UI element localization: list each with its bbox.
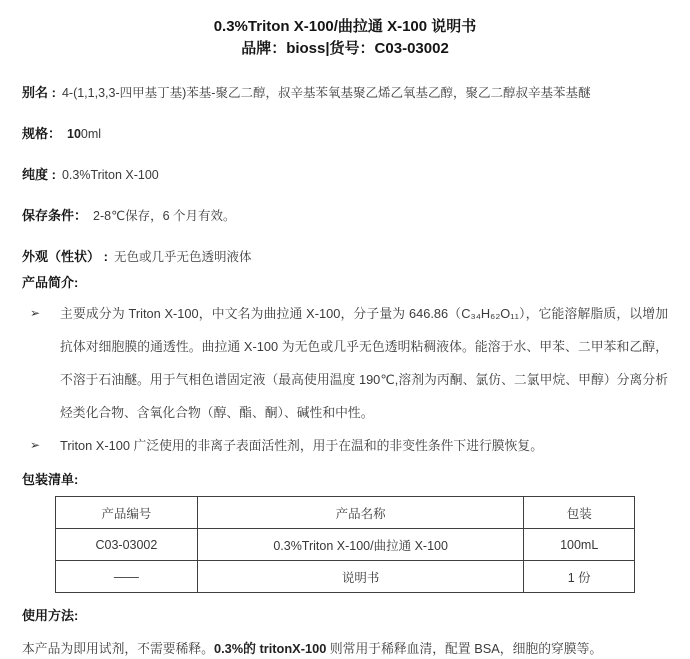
bullet-item	[22, 297, 668, 429]
field-appearance	[22, 249, 668, 265]
field-value-tail: 0ml	[80, 127, 102, 141]
usage-text-pre: 本产品为即用试剂，不需要稀释。	[22, 641, 214, 656]
page-title: 0.3%Triton X-100/曲拉通 X-100 说明书	[213, 18, 477, 35]
cell-product-name: 说明书	[197, 561, 524, 593]
field-storage	[22, 208, 668, 224]
table-row	[56, 561, 635, 593]
field-value: 4-(1,1,3,3-四甲基丁基)苯基-聚乙二醇，叔辛基苯氧基聚乙烯乙氧基乙醇，聚乙二醇叔辛基苯基醚	[61, 86, 591, 100]
col-header-product-id: 产品编号	[56, 497, 198, 529]
cell-package: 1 份	[524, 561, 635, 593]
intro-section-heading: 产品简介:	[22, 275, 79, 290]
usage-section-heading: 使用方法:	[22, 608, 79, 623]
arrow-bullet-icon: ➢	[30, 438, 41, 452]
bullet-text: 主要成分为 Triton X-100，中文名为曲拉通 X-100，分子量为 646.86（C₃₄H₆₂O₁₁），它能溶解脂质，以增加抗体对细胞膜的通透性。曲拉通 X-100 为无色或几乎无色透明粘稠液体。能溶于水、甲苯、二甲苯和乙醇，不溶于石油醚。用于气相色谱固定液（最高使用温度 190℃,溶剂为丙酮、氯仿、二氯甲烷、甲醇）分离分析烃类化合物、含氧化合物（醇、酯、酮）、碱性和中性。	[60, 306, 668, 420]
field-value: 2-8℃保存，6 个月有效。	[93, 209, 236, 223]
brand-catalog-line: 品牌：bioss|货号：C03-03002	[241, 40, 449, 57]
field-value-bold-part: 10	[67, 127, 81, 141]
field-label: 保存条件：	[22, 208, 88, 223]
usage-paragraph	[22, 639, 668, 659]
packing-section-heading: 包装清单:	[22, 472, 79, 487]
field-label: 规格：	[22, 126, 62, 141]
cell-package: 100mL	[524, 529, 635, 561]
field-value: 0.3%Triton X-100	[61, 168, 159, 182]
cell-product-id: C03-03002	[56, 529, 198, 561]
packing-table	[55, 496, 635, 593]
table-row	[56, 529, 635, 561]
usage-text-post: 则常用于稀释血清，配置 BSA，细胞的穿膜等。	[326, 641, 603, 656]
arrow-bullet-icon: ➢	[30, 306, 41, 320]
document-header	[22, 16, 668, 60]
bullet-item	[22, 429, 668, 462]
field-value	[67, 127, 101, 141]
cell-product-name: 0.3%Triton X-100/曲拉通 X-100	[197, 529, 524, 561]
table-header-row	[56, 497, 635, 529]
field-spec	[22, 126, 668, 142]
field-label: 纯度 :	[22, 167, 56, 182]
field-value: 无色或几乎无色透明液体	[113, 250, 252, 264]
bullet-text: Triton X-100 广泛使用的非离子表面活性剂，用于在温和的非变性条件下进行膜恢复。	[60, 438, 543, 453]
col-header-package: 包装	[524, 497, 635, 529]
col-header-product-name: 产品名称	[197, 497, 524, 529]
field-alias	[22, 85, 668, 101]
field-label: 别名 :	[22, 85, 56, 100]
field-purity	[22, 167, 668, 183]
cell-product-id: ——	[56, 561, 198, 593]
field-label: 外观（性状） :	[22, 249, 108, 264]
usage-text-emphasis: 0.3%的 tritonX-100	[213, 641, 327, 656]
intro-bullet-list	[22, 297, 668, 462]
